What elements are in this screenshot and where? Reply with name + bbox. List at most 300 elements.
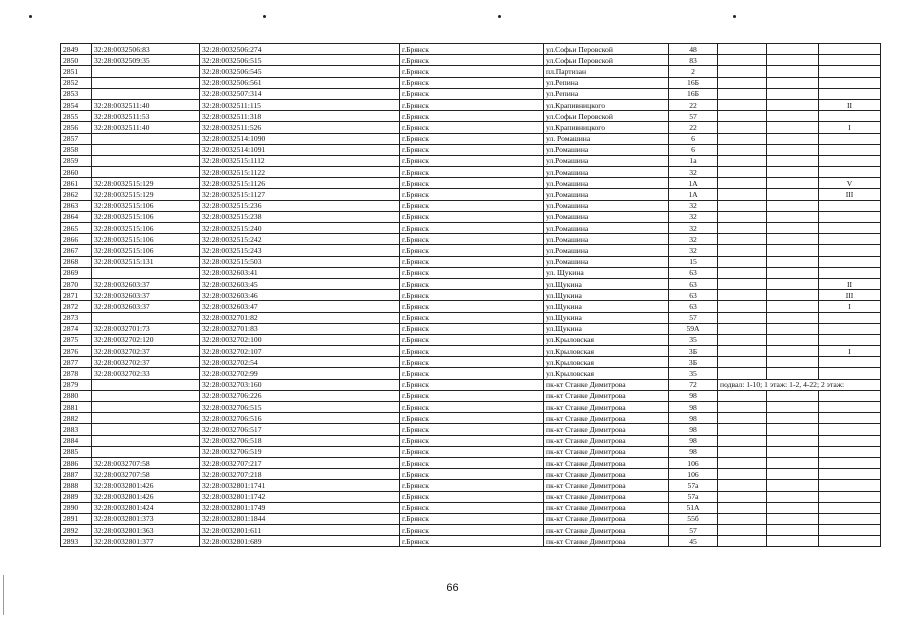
cell-premises-note [718, 323, 767, 334]
cell-premises-note [718, 469, 767, 480]
table-row [61, 88, 881, 99]
table-row [61, 379, 881, 390]
cell-premises-note [718, 99, 767, 110]
cell-record-number: 2867 [61, 245, 92, 256]
cell-house-number: 72 [669, 379, 718, 390]
cell-street: пк-кт Станке Димитрова [544, 379, 669, 390]
cell-blank [767, 457, 819, 468]
table-row [61, 278, 881, 289]
cell-premises-note [718, 413, 767, 424]
cell-house-number: 57 [669, 111, 718, 122]
cell-cadastral-number: 32:28:0032515:1122 [200, 167, 400, 178]
cell-record-number: 2884 [61, 435, 92, 446]
cell-premises-note [718, 234, 767, 245]
cell-record-number: 2869 [61, 267, 92, 278]
cell-premises-note [718, 223, 767, 234]
cell-blank [767, 133, 819, 144]
cell-street: ул.Ромашина [544, 234, 669, 245]
cell-city: г.Брянск [400, 312, 544, 323]
cell-premises-note [718, 44, 767, 55]
cell-street: пк-кт Станке Димитрова [544, 457, 669, 468]
cell-premises-note [718, 200, 767, 211]
cell-record-number: 2881 [61, 402, 92, 413]
cell-premises-note [718, 402, 767, 413]
cell-street: пк-кт Станке Димитрова [544, 390, 669, 401]
cell-old-cadastral-number: 32:28:0032603:37 [92, 290, 200, 301]
cell-blank [767, 55, 819, 66]
cell-old-cadastral-number: 32:28:0032707:58 [92, 457, 200, 468]
cell-record-number: 2885 [61, 446, 92, 457]
cell-house-number: 6 [669, 133, 718, 144]
cell-city: г.Брянск [400, 88, 544, 99]
table-row [61, 536, 881, 547]
cell-blank [767, 357, 819, 368]
table-row [61, 346, 881, 357]
cell-cadastral-number: 32:28:0032515:1127 [200, 189, 400, 200]
cell-roman-numeral [819, 357, 881, 368]
cell-record-number: 2851 [61, 66, 92, 77]
cell-city: г.Брянск [400, 323, 544, 334]
cell-city: г.Брянск [400, 469, 544, 480]
cell-record-number: 2883 [61, 424, 92, 435]
cell-old-cadastral-number: 32:28:0032515:106 [92, 245, 200, 256]
table-row [61, 189, 881, 200]
cell-blank [767, 267, 819, 278]
cell-roman-numeral [819, 223, 881, 234]
cell-street: ул.Ромашина [544, 245, 669, 256]
cell-city: г.Брянск [400, 536, 544, 547]
cell-old-cadastral-number [92, 435, 200, 446]
cell-record-number: 2870 [61, 278, 92, 289]
cell-old-cadastral-number [92, 446, 200, 457]
cell-premises-note [718, 267, 767, 278]
table-row [61, 267, 881, 278]
cell-cadastral-number: 32:28:0032515:242 [200, 234, 400, 245]
cell-city: г.Брянск [400, 122, 544, 133]
cell-roman-numeral [819, 155, 881, 166]
cell-record-number: 2875 [61, 334, 92, 345]
cell-house-number: 83 [669, 55, 718, 66]
cell-cadastral-number: 32:28:0032701:83 [200, 323, 400, 334]
cell-cadastral-number: 32:28:0032706:515 [200, 402, 400, 413]
table-row [61, 55, 881, 66]
cell-premises-note [718, 346, 767, 357]
cell-house-number: 59А [669, 323, 718, 334]
cell-premises-note: подвал: 1-10; 1 этаж: 1-2, 4-22; 2 этаж: [718, 379, 881, 390]
cell-cadastral-number: 32:28:0032515:1126 [200, 178, 400, 189]
cell-city: г.Брянск [400, 278, 544, 289]
cell-house-number: 98 [669, 435, 718, 446]
cell-cadastral-number: 32:28:0032702:54 [200, 357, 400, 368]
cell-old-cadastral-number: 32:28:0032511:40 [92, 122, 200, 133]
cell-premises-note [718, 301, 767, 312]
cell-roman-numeral [819, 502, 881, 513]
cell-premises-note [718, 435, 767, 446]
cell-old-cadastral-number: 32:28:0032515:131 [92, 256, 200, 267]
table-row [61, 200, 881, 211]
cell-premises-note [718, 536, 767, 547]
cell-record-number: 2857 [61, 133, 92, 144]
cell-blank [767, 513, 819, 524]
cell-premises-note [718, 334, 767, 345]
cell-street: ул.Ромашина [544, 178, 669, 189]
cell-old-cadastral-number: 32:28:0032603:37 [92, 278, 200, 289]
cell-blank [767, 301, 819, 312]
table-row [61, 424, 881, 435]
cell-record-number: 2872 [61, 301, 92, 312]
cell-cadastral-number: 32:28:0032511:115 [200, 99, 400, 110]
table-row [61, 301, 881, 312]
cell-roman-numeral [819, 133, 881, 144]
cell-cadastral-number: 32:28:0032511:318 [200, 111, 400, 122]
cell-record-number: 2887 [61, 469, 92, 480]
cell-cadastral-number: 32:28:0032801:1742 [200, 491, 400, 502]
cell-city: г.Брянск [400, 223, 544, 234]
cell-record-number: 2862 [61, 189, 92, 200]
cell-city: г.Брянск [400, 446, 544, 457]
cell-roman-numeral: II [819, 99, 881, 110]
table-row [61, 357, 881, 368]
cell-premises-note [718, 111, 767, 122]
cell-old-cadastral-number [92, 77, 200, 88]
cell-old-cadastral-number [92, 144, 200, 155]
cell-roman-numeral [819, 536, 881, 547]
punch-hole-mark [29, 15, 32, 18]
cell-city: г.Брянск [400, 211, 544, 222]
cell-city: г.Брянск [400, 155, 544, 166]
cell-roman-numeral [819, 256, 881, 267]
cell-house-number: 1а [669, 155, 718, 166]
cell-cadastral-number: 32:28:0032706:226 [200, 390, 400, 401]
cell-old-cadastral-number: 32:28:0032801:426 [92, 491, 200, 502]
cell-premises-note [718, 211, 767, 222]
cell-old-cadastral-number: 32:28:0032515:129 [92, 189, 200, 200]
cell-house-number: 32 [669, 167, 718, 178]
cell-roman-numeral [819, 77, 881, 88]
cell-blank [767, 144, 819, 155]
cell-roman-numeral: II [819, 278, 881, 289]
cell-blank [767, 77, 819, 88]
cell-street: ул.Крыловская [544, 334, 669, 345]
table-row [61, 178, 881, 189]
cell-city: г.Брянск [400, 189, 544, 200]
cell-roman-numeral: V [819, 178, 881, 189]
cell-roman-numeral: III [819, 189, 881, 200]
cell-house-number: 6 [669, 144, 718, 155]
cell-old-cadastral-number: 32:28:0032515:106 [92, 234, 200, 245]
cell-old-cadastral-number: 32:28:0032702:37 [92, 357, 200, 368]
page-number: 66 [446, 582, 459, 594]
cell-street: ул.Софьи Перовской [544, 55, 669, 66]
cell-record-number: 2850 [61, 55, 92, 66]
cell-blank [767, 111, 819, 122]
punch-hole-mark [263, 15, 266, 18]
table-row [61, 457, 881, 468]
table-row [61, 77, 881, 88]
cell-record-number: 2859 [61, 155, 92, 166]
cell-street: ул.Ромашина [544, 211, 669, 222]
cell-city: г.Брянск [400, 457, 544, 468]
cell-house-number: 22 [669, 122, 718, 133]
cell-roman-numeral [819, 111, 881, 122]
cell-roman-numeral [819, 390, 881, 401]
cell-old-cadastral-number: 32:28:0032511:40 [92, 99, 200, 110]
cell-cadastral-number: 32:28:0032701:82 [200, 312, 400, 323]
cell-record-number: 2863 [61, 200, 92, 211]
cell-roman-numeral: I [819, 301, 881, 312]
cell-roman-numeral [819, 144, 881, 155]
cell-house-number: 3Б [669, 346, 718, 357]
cell-blank [767, 424, 819, 435]
cell-cadastral-number: 32:28:0032515:243 [200, 245, 400, 256]
cell-blank [767, 167, 819, 178]
cell-old-cadastral-number: 32:28:0032702:120 [92, 334, 200, 345]
cell-cadastral-number: 32:28:0032507:314 [200, 88, 400, 99]
cell-blank [767, 446, 819, 457]
cell-city: г.Брянск [400, 491, 544, 502]
cell-street: пк-кт Станке Димитрова [544, 536, 669, 547]
table-row [61, 122, 881, 133]
cell-old-cadastral-number [92, 88, 200, 99]
cell-old-cadastral-number [92, 379, 200, 390]
table-row [61, 413, 881, 424]
cell-blank [767, 413, 819, 424]
cell-record-number: 2871 [61, 290, 92, 301]
cell-premises-note [718, 357, 767, 368]
cell-street: ул.Щукина [544, 323, 669, 334]
table-row [61, 223, 881, 234]
cell-cadastral-number: 32:28:0032515:1112 [200, 155, 400, 166]
cell-old-cadastral-number: 32:28:0032801:373 [92, 513, 200, 524]
cell-city: г.Брянск [400, 346, 544, 357]
cell-premises-note [718, 446, 767, 457]
cell-old-cadastral-number: 32:28:0032707:58 [92, 469, 200, 480]
cell-roman-numeral [819, 413, 881, 424]
cell-old-cadastral-number: 32:28:0032515:106 [92, 200, 200, 211]
cell-street: ул. Ромашина [544, 133, 669, 144]
cell-house-number: 2 [669, 66, 718, 77]
cell-premises-note [718, 66, 767, 77]
cell-cadastral-number: 32:28:0032706:518 [200, 435, 400, 446]
cell-city: г.Брянск [400, 167, 544, 178]
cell-cadastral-number: 32:28:0032511:526 [200, 122, 400, 133]
cell-premises-note [718, 513, 767, 524]
cell-city: г.Брянск [400, 379, 544, 390]
cell-roman-numeral [819, 435, 881, 446]
cell-record-number: 2855 [61, 111, 92, 122]
cell-old-cadastral-number [92, 267, 200, 278]
cell-street: ул.Крыловская [544, 357, 669, 368]
cell-premises-note [718, 278, 767, 289]
cell-city: г.Брянск [400, 178, 544, 189]
cell-city: г.Брянск [400, 413, 544, 424]
cell-premises-note [718, 178, 767, 189]
cell-record-number: 2890 [61, 502, 92, 513]
cell-old-cadastral-number [92, 390, 200, 401]
table-row [61, 234, 881, 245]
cell-house-number: 1А [669, 189, 718, 200]
cell-street: ул.Софьи Перовской [544, 111, 669, 122]
cell-blank [767, 346, 819, 357]
cell-record-number: 2893 [61, 536, 92, 547]
register-table [60, 43, 881, 547]
cell-premises-note [718, 290, 767, 301]
cell-record-number: 2861 [61, 178, 92, 189]
cell-blank [767, 525, 819, 536]
cell-blank [767, 189, 819, 200]
cell-premises-note [718, 525, 767, 536]
cell-premises-note [718, 122, 767, 133]
cell-street: ул.Щукина [544, 301, 669, 312]
cell-old-cadastral-number [92, 155, 200, 166]
cell-blank [767, 66, 819, 77]
cell-cadastral-number: 32:28:0032707:218 [200, 469, 400, 480]
cell-roman-numeral [819, 66, 881, 77]
punch-hole-mark [733, 15, 736, 18]
cell-premises-note [718, 312, 767, 323]
cell-cadastral-number: 32:28:0032603:46 [200, 290, 400, 301]
cell-old-cadastral-number: 32:28:0032515:106 [92, 223, 200, 234]
cell-house-number: 63 [669, 278, 718, 289]
cell-blank [767, 323, 819, 334]
table-row [61, 99, 881, 110]
cell-city: г.Брянск [400, 334, 544, 345]
cell-house-number: 98 [669, 413, 718, 424]
cell-record-number: 2892 [61, 525, 92, 536]
cell-cadastral-number: 32:28:0032515:238 [200, 211, 400, 222]
cell-blank [767, 245, 819, 256]
table-row [61, 390, 881, 401]
cell-street: пк-кт Станке Димитрова [544, 525, 669, 536]
cell-house-number: 98 [669, 446, 718, 457]
cell-roman-numeral [819, 323, 881, 334]
cell-city: г.Брянск [400, 424, 544, 435]
cell-street: ул.Софьи Перовской [544, 44, 669, 55]
table-row [61, 155, 881, 166]
cell-record-number: 2888 [61, 480, 92, 491]
cell-record-number: 2865 [61, 223, 92, 234]
cell-old-cadastral-number: 32:28:0032801:424 [92, 502, 200, 513]
cell-street: ул.Ромашина [544, 144, 669, 155]
cell-house-number: 98 [669, 402, 718, 413]
table-row [61, 245, 881, 256]
cell-street: пк-кт Станке Димитрова [544, 513, 669, 524]
table-row [61, 133, 881, 144]
cell-city: г.Брянск [400, 267, 544, 278]
cell-old-cadastral-number: 32:28:0032515:129 [92, 178, 200, 189]
cell-street: пл.Партизан [544, 66, 669, 77]
cell-roman-numeral [819, 491, 881, 502]
cell-blank [767, 178, 819, 189]
cell-house-number: 32 [669, 245, 718, 256]
cell-record-number: 2891 [61, 513, 92, 524]
table-row [61, 502, 881, 513]
cell-blank [767, 122, 819, 133]
cell-street: пк-кт Станке Димитрова [544, 435, 669, 446]
cell-roman-numeral [819, 200, 881, 211]
cell-cadastral-number: 32:28:0032506:545 [200, 66, 400, 77]
cell-record-number: 2858 [61, 144, 92, 155]
cell-city: г.Брянск [400, 55, 544, 66]
cell-street: ул.Щукина [544, 290, 669, 301]
cell-premises-note [718, 256, 767, 267]
table-row [61, 66, 881, 77]
cell-blank [767, 435, 819, 446]
cell-blank [767, 278, 819, 289]
cell-city: г.Брянск [400, 44, 544, 55]
table-row [61, 167, 881, 178]
cell-house-number: 106 [669, 457, 718, 468]
table-row [61, 513, 881, 524]
cell-record-number: 2886 [61, 457, 92, 468]
cell-old-cadastral-number [92, 424, 200, 435]
cell-cadastral-number: 32:28:0032707:217 [200, 457, 400, 468]
cell-old-cadastral-number: 32:28:0032511:53 [92, 111, 200, 122]
cell-house-number: 22 [669, 99, 718, 110]
cell-old-cadastral-number: 32:28:0032701:73 [92, 323, 200, 334]
cell-roman-numeral [819, 446, 881, 457]
cell-record-number: 2853 [61, 88, 92, 99]
cell-premises-note [718, 144, 767, 155]
cell-blank [767, 155, 819, 166]
table-row [61, 491, 881, 502]
cell-roman-numeral [819, 167, 881, 178]
cell-roman-numeral: I [819, 122, 881, 133]
cell-house-number: 16Б [669, 88, 718, 99]
cell-premises-note [718, 155, 767, 166]
table-row [61, 44, 881, 55]
cell-city: г.Брянск [400, 66, 544, 77]
table-row [61, 256, 881, 267]
cell-premises-note [718, 189, 767, 200]
cell-house-number: 98 [669, 424, 718, 435]
table-row [61, 368, 881, 379]
cell-city: г.Брянск [400, 402, 544, 413]
cell-blank [767, 256, 819, 267]
register-table-body [61, 44, 881, 547]
cell-city: г.Брянск [400, 77, 544, 88]
cell-roman-numeral [819, 513, 881, 524]
cell-cadastral-number: 32:28:0032703:160 [200, 379, 400, 390]
cell-house-number: 45 [669, 536, 718, 547]
cell-cadastral-number: 32:28:0032514:1091 [200, 144, 400, 155]
cell-old-cadastral-number: 32:28:0032515:106 [92, 211, 200, 222]
cell-city: г.Брянск [400, 99, 544, 110]
cell-city: г.Брянск [400, 245, 544, 256]
cell-house-number: 3Б [669, 357, 718, 368]
cell-record-number: 2889 [61, 491, 92, 502]
cell-house-number: 98 [669, 390, 718, 401]
cell-blank [767, 390, 819, 401]
cell-blank [767, 44, 819, 55]
cell-record-number: 2877 [61, 357, 92, 368]
cell-city: г.Брянск [400, 133, 544, 144]
cell-old-cadastral-number [92, 312, 200, 323]
cell-cadastral-number: 32:28:0032603:47 [200, 301, 400, 312]
cell-roman-numeral [819, 368, 881, 379]
cell-record-number: 2852 [61, 77, 92, 88]
cell-house-number: 51А [669, 502, 718, 513]
cell-cadastral-number: 32:28:0032506:515 [200, 55, 400, 66]
cell-old-cadastral-number: 32:28:0032506:83 [92, 44, 200, 55]
cell-old-cadastral-number [92, 167, 200, 178]
cell-record-number: 2880 [61, 390, 92, 401]
cell-city: г.Брянск [400, 368, 544, 379]
cell-cadastral-number: 32:28:0032702:107 [200, 346, 400, 357]
cell-street: ул.Репина [544, 77, 669, 88]
cell-premises-note [718, 491, 767, 502]
cell-premises-note [718, 390, 767, 401]
